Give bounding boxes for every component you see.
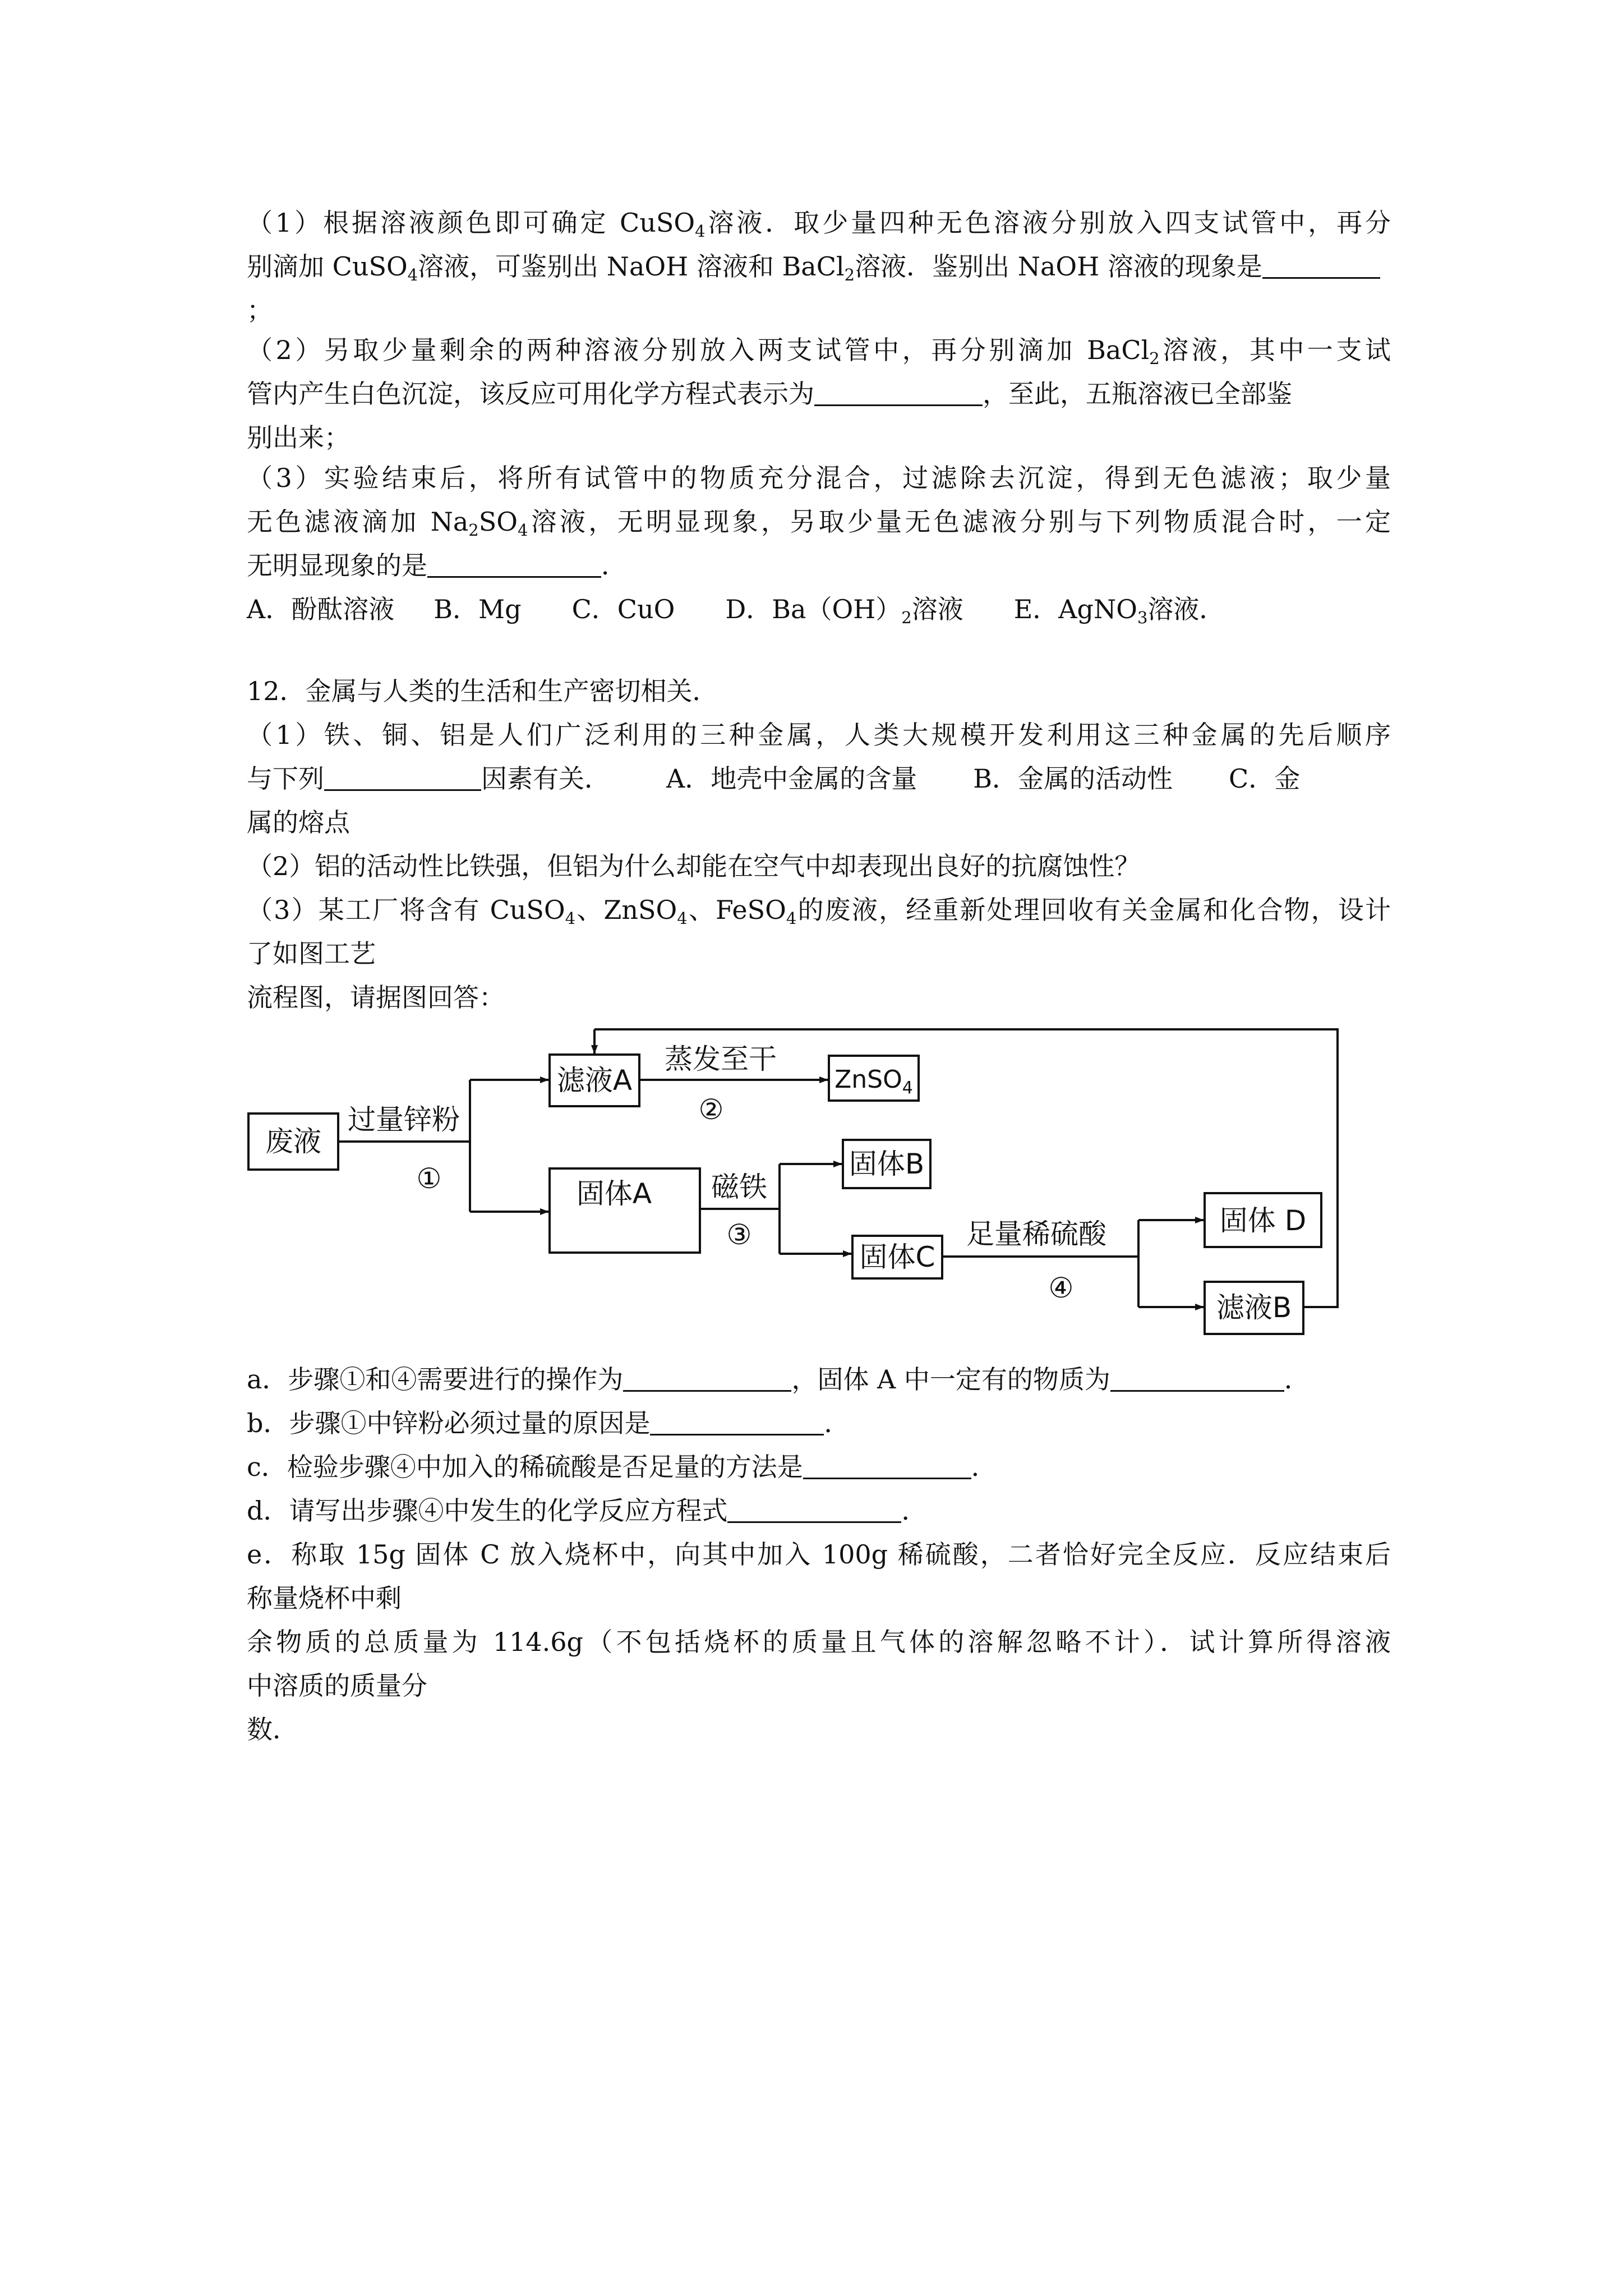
- q12-option-a[interactable]: A．地壳中金属的含量: [666, 763, 917, 794]
- answer-blank-zinc-excess[interactable]: [650, 1409, 824, 1435]
- answer-blank-reaction-equation[interactable]: [727, 1497, 901, 1523]
- option-a[interactable]: A．酚酞溶液: [247, 594, 395, 624]
- q11-p1-line-3: ；: [247, 295, 273, 325]
- label-solid-d: 固体 D: [1219, 1204, 1307, 1237]
- label-solid-c: 固体C: [859, 1241, 935, 1273]
- label-step1: 过量锌粉: [348, 1103, 460, 1136]
- label-filtrate-b: 滤液B: [1216, 1291, 1292, 1324]
- q11-p1-line-2: 别滴加 CuSO$_4$溶液，可鉴别出 NaOH 溶液和 BaCl$_2$溶液．鉴别出 NaOH 溶液的现象是: [247, 245, 1391, 288]
- q12-option-c[interactable]: C．金: [1229, 763, 1301, 794]
- label-step2: 蒸发至干: [665, 1043, 777, 1075]
- q12-title: 12．金属与人类的生活和生产密切相关．: [247, 676, 718, 706]
- q12-sub-a: a．步骤①和④需要进行的操作为 ，固体 A 中一定有的物质为 ．: [247, 1364, 1310, 1395]
- q12-p1-line-3: 属的熔点: [247, 807, 350, 838]
- label-solid-a: 固体A: [576, 1177, 652, 1210]
- label-filtrate-a: 滤液A: [556, 1064, 633, 1097]
- q12-sub-c: c．检验步骤④中加入的稀硫酸是否足量的方法是 ．: [247, 1452, 997, 1482]
- answer-blank-acid-check[interactable]: [803, 1453, 971, 1479]
- label-waste: 废液: [265, 1125, 321, 1158]
- option-c[interactable]: C．CuO: [571, 594, 675, 624]
- q12-p1-line-2: 与下列 因素有关． A．地壳中金属的含量 B．金属的活动性 C．金: [247, 757, 1391, 800]
- answer-blank-operation[interactable]: [623, 1365, 791, 1392]
- q11-p2-line-2: 管内产生白色沉淀，该反应可用化学方程式表示为 ，至此，五瓶溶液已全部鉴: [247, 379, 1292, 409]
- q12-sub-e-line-3: 余物质的总质量为 114.6g（不包括烧杯的质量且气体的溶解忽略不计）．试计算所得溶液: [247, 1627, 1391, 1657]
- q12-sub-e-line-4: 中溶质的质量分: [247, 1671, 427, 1701]
- q11-p2-line-1: （2）另取少量剩余的两种溶液分别放入两支试管中，再分别滴加 BaCl$_2$溶液，其中一支试: [247, 335, 1391, 368]
- label-solid-b: 固体B: [849, 1148, 925, 1180]
- q12-p3-line-2: 了如图工艺: [247, 938, 376, 969]
- option-b[interactable]: B．Mg: [434, 594, 522, 624]
- q12-sub-d: d．请写出步骤④中发生的化学反应方程式 ．: [247, 1496, 928, 1526]
- label-step3-num: ③: [726, 1218, 752, 1251]
- q11-p1-line-1: （1）根据溶液颜色即可确定 CuSO$_4$溶液．取少量四种无色溶液分别放入四支试管中，再分: [247, 208, 1391, 241]
- label-step3: 磁铁: [711, 1171, 767, 1203]
- q12-p2: （2）铝的活动性比铁强，但铝为什么却能在空气中却表现出良好的抗腐蚀性？: [247, 851, 1141, 881]
- q12-sub-b: b．步骤①中锌粉必须过量的原因是 ．: [247, 1408, 850, 1438]
- q11-p3-line-3: 无明显现象的是 ．: [247, 550, 627, 581]
- q12-p1-line-1: （1）铁、铜、铝是人们广泛利用的三种金属，人类大规模开发利用这三种金属的先后顺序: [247, 720, 1391, 750]
- option-e[interactable]: E．AgNO$_3$溶液．: [1013, 594, 1225, 627]
- question-12-subquestions: [247, 1358, 1391, 1751]
- q12-sub-e-line-2: 称量烧杯中剩: [247, 1583, 402, 1613]
- label-step4-num: ④: [1048, 1272, 1074, 1304]
- q12-option-b[interactable]: B．金属的活动性: [973, 763, 1173, 794]
- label-step2-num: ②: [698, 1093, 724, 1126]
- q12-p3-line-1: （3）某工厂将含有 CuSO$_4$、ZnSO$_4$、FeSO$_4$的废液，经重新处理回收有关金属和化合物，设计: [247, 895, 1391, 928]
- q11-p3-line-1: （3）实验结束后，将所有试管中的物质充分混合，过滤除去沉淀，得到无色滤液；取少量: [247, 463, 1391, 493]
- q12-sub-e-line-1: e．称取 15g 固体 C 放入烧杯中，向其中加入 100g 稀硫酸，二者恰好完全反应．反应结束后: [247, 1539, 1391, 1570]
- answer-blank-solid-a[interactable]: [1110, 1365, 1284, 1392]
- q12-p3-line-3: 流程图，请据图回答：: [247, 982, 505, 1013]
- label-znso4: ZnSO$_4$: [834, 1065, 913, 1098]
- label-step4: 足量稀硫酸: [966, 1218, 1106, 1250]
- q12-sub-e-line-5: 数．: [247, 1714, 298, 1745]
- q11-p3-line-2: 无色滤液滴加 $Na_2SO_4$溶液，无明显现象，另取少量无色滤液分别与下列物质混合时，一定: [247, 507, 1391, 540]
- option-d[interactable]: D．$Ba(OH)_2$溶液: [725, 594, 963, 627]
- label-step1-num: ①: [416, 1162, 442, 1195]
- q11-p2-line-3: 别出来；: [247, 422, 350, 453]
